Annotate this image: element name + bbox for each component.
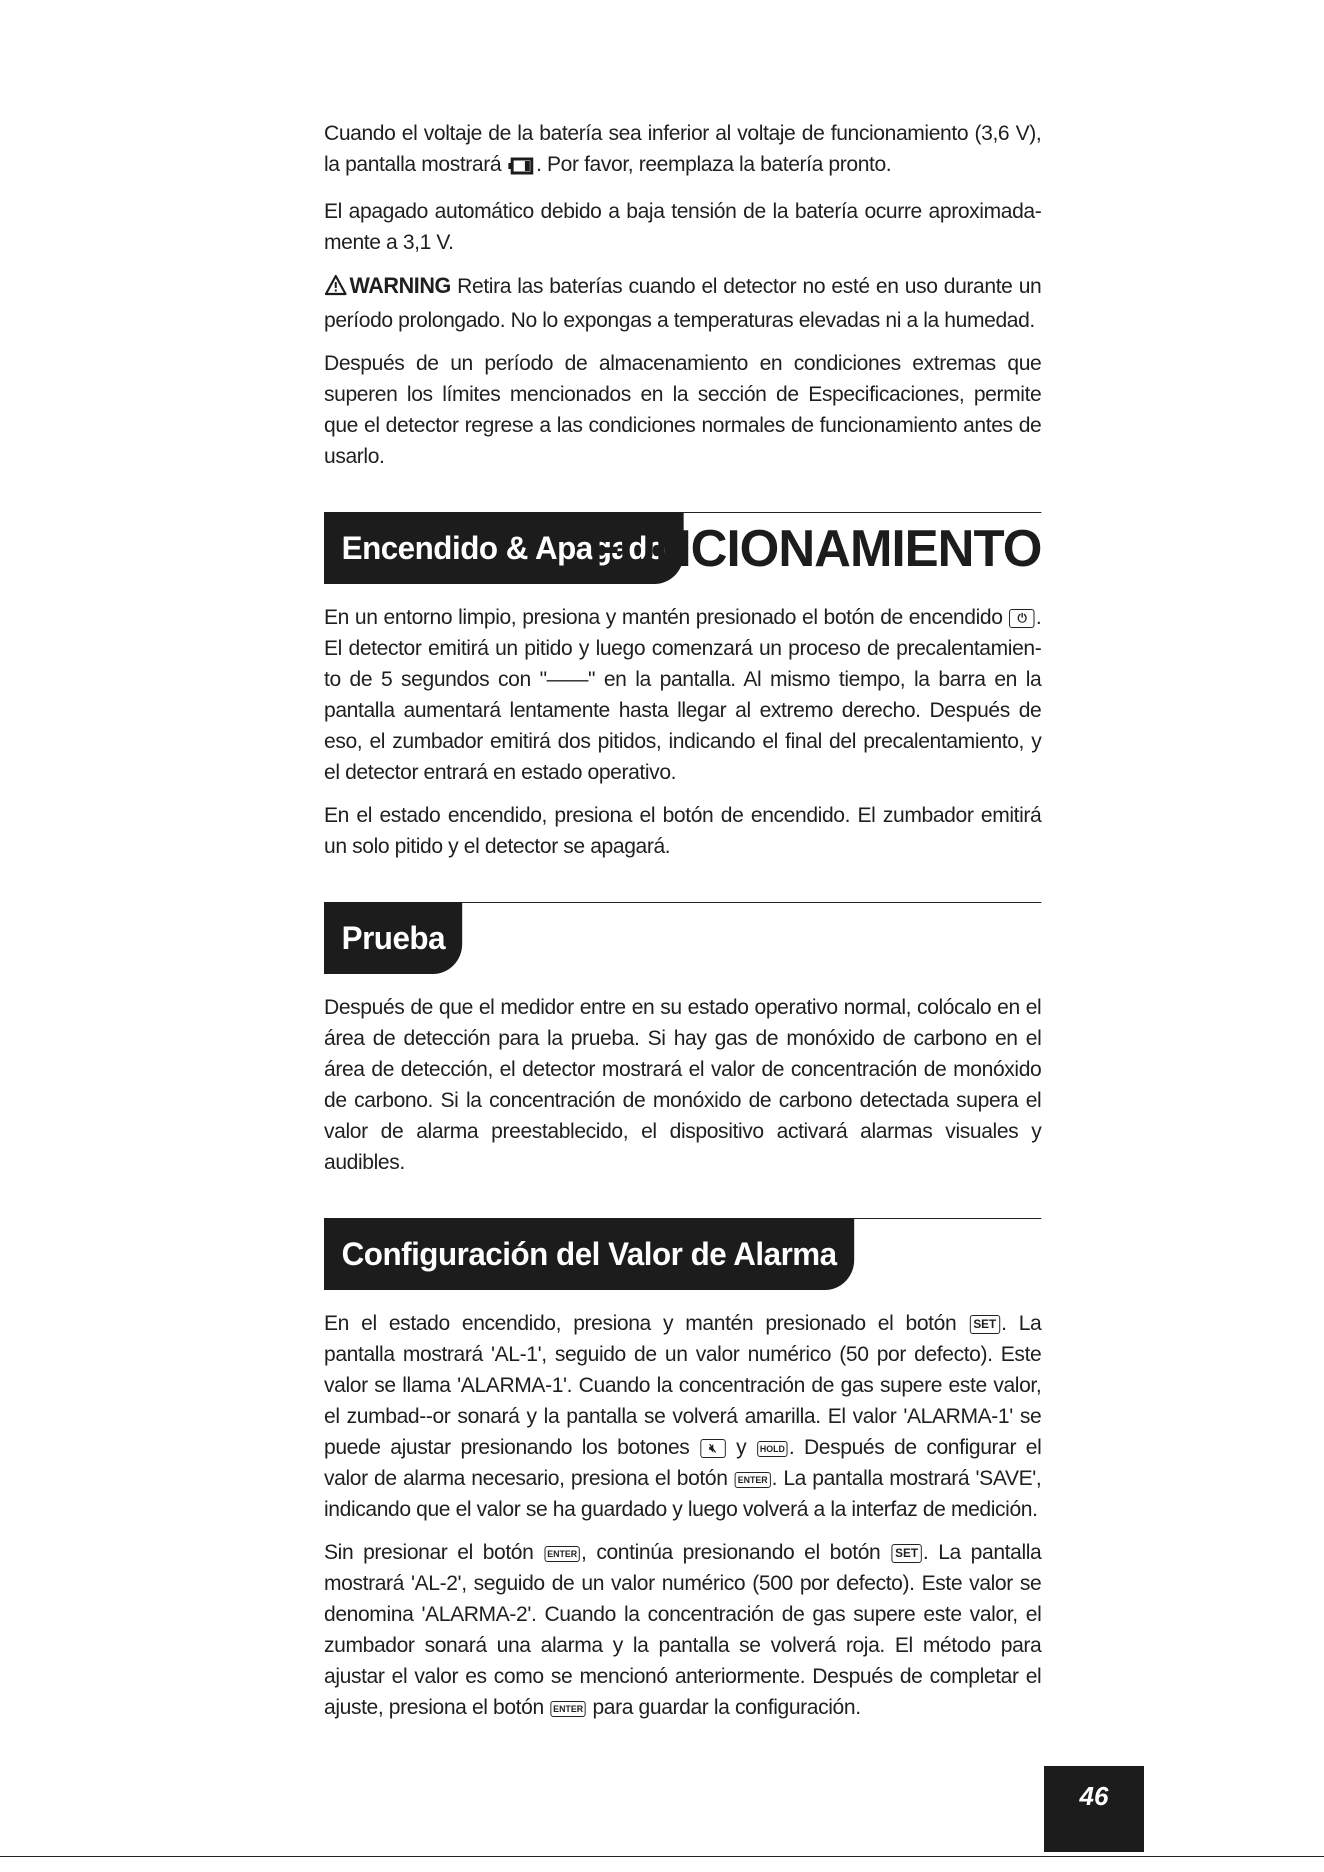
alarm2-text-c: . La pantalla mostrará 'AL-2', seguido de un valor numérico (500 por defecto). Este valor se denomina 'ALARMA-2'. Cuando la concentración de gas supere este valor, el zumbador sonará una alarma y la pantalla se volverá roja. El método para ajustar el valor es como se mencionó anteriormente. Después de completar el ajuste, presiona el botón bbox=[324, 1540, 1042, 1719]
page-content bbox=[324, 118, 1041, 1735]
power-button-icon: ⏻ bbox=[1009, 609, 1034, 628]
power-off-paragraph: En el estado encendido, presiona el botón de encendido. El zumbador emitirá un solo pitido y el detector se apagará. bbox=[324, 803, 1042, 858]
battery-low-text-b: . Por favor, reemplaza la batería pronto. bbox=[536, 152, 892, 176]
enter-button-icon: ENTER bbox=[550, 1701, 586, 1717]
storage-paragraph: Después de un período de almacenamiento en condiciones extremas que superen los límites mencionados en la sección de Especificaciones, permite que el detector regrese a las condiciones normales de funcionamiento antes de usarlo. bbox=[324, 351, 1042, 468]
section-header-test bbox=[324, 902, 1041, 978]
section-header-alarm bbox=[324, 1218, 1041, 1294]
power-on-text-a: En un entorno limpio, presiona y mantén presionado el botón de encendido bbox=[324, 605, 1003, 629]
auto-off-paragraph: El apagado automático debido a baja tensión de la batería ocurre aproximada-mente a 3,1 V. bbox=[324, 199, 1042, 254]
alarm2-paragraph bbox=[324, 1537, 1041, 1723]
warning-paragraph bbox=[324, 270, 1041, 336]
battery-low-paragraph bbox=[324, 118, 1041, 184]
alarm1-paragraph bbox=[324, 1308, 1041, 1525]
alarm2-text-a: Sin presionar el botón bbox=[324, 1540, 534, 1564]
alarm2-text-d: para guardar la configuración. bbox=[592, 1695, 861, 1719]
alarm1-text-d: . Después de configurar el valor de alarma necesario, presiona el botón bbox=[324, 1435, 1042, 1490]
section-tab-alarm: Configuración del Valor de Alarma bbox=[324, 1218, 854, 1290]
test-paragraph: Después de que el medidor entre en su estado operativo normal, colócalo en el área de detección para la prueba. Si hay gas de monóxido de carbono en el área de detección, el detector mostrará el valor de concentración de monóxido de carbono. Si la concentración de monóxido de carbono detectada supera el valor de alarma preestablecido, el dispositivo activará alarmas visuales y audibles. bbox=[324, 995, 1042, 1174]
bottom-rule bbox=[0, 1856, 1324, 1857]
power-on-text-b: . El detector emitirá un pitido y luego comenzará un proceso de precalentamien-to de 5 segundos con "——" en la pantalla. Al mismo tiempo, la barra en la pantalla aumentará lentamente hasta llegar al extremo derecho. Después de eso, el zumbador emitirá dos pitidos, indicando el final del precalentamiento, y el detector entrará en estado operativo. bbox=[324, 605, 1042, 784]
set-button-icon: SET bbox=[969, 1315, 1000, 1334]
enter-button-icon: ENTER bbox=[735, 1472, 771, 1488]
warning-label: WARNING bbox=[349, 273, 451, 298]
battery-low-text-a: Cuando el voltaje de la batería sea inferior al voltaje de funcionamiento (3,6 V), la pantalla mostrará bbox=[324, 121, 1042, 176]
alarm1-text-a: En el estado encendido, presiona y mantén presionado el botón bbox=[324, 1311, 957, 1335]
alarm1-text-e: . La pantalla mostrará 'SAVE', indicando que el valor se ha guardado y luego volverá a la interfaz de medición. bbox=[324, 1466, 1042, 1521]
section-tab-power: Encendido & Apagado bbox=[324, 512, 683, 584]
chapter-title: FUNCIONAMIENTO bbox=[588, 520, 1042, 578]
low-battery-icon bbox=[509, 153, 534, 184]
alarm1-text-b: . La pantalla mostrará 'AL-1', seguido de un valor numérico (50 por defecto). Este valor se llama 'ALARMA-1'. Cuando la concentración de gas supere este valor, el zumbad--or sonará y la pantalla se volverá amarilla. El valor 'ALARMA-1' se puede ajustar presionando los botones bbox=[324, 1311, 1042, 1459]
warning-triangle-icon bbox=[324, 274, 348, 305]
page-number: 46 bbox=[1044, 1766, 1144, 1852]
power-on-paragraph bbox=[324, 602, 1041, 788]
hold-button-icon: HOLD bbox=[757, 1441, 788, 1457]
alarm1-text-c: y bbox=[736, 1435, 747, 1459]
set-button-icon: SET bbox=[891, 1544, 922, 1563]
section-tab-test: Prueba bbox=[324, 902, 463, 974]
warning-text: Retira las baterías cuando el detector no esté en uso durante un período prolongado. No lo expongas a temperaturas elevadas ni a la humedad. bbox=[324, 274, 1042, 332]
mute-button-icon: 🔇︎ bbox=[700, 1439, 725, 1458]
alarm2-text-b: , continúa presionando el botón bbox=[581, 1540, 881, 1564]
section-header-power bbox=[324, 512, 1041, 588]
enter-button-icon: ENTER bbox=[544, 1546, 580, 1562]
